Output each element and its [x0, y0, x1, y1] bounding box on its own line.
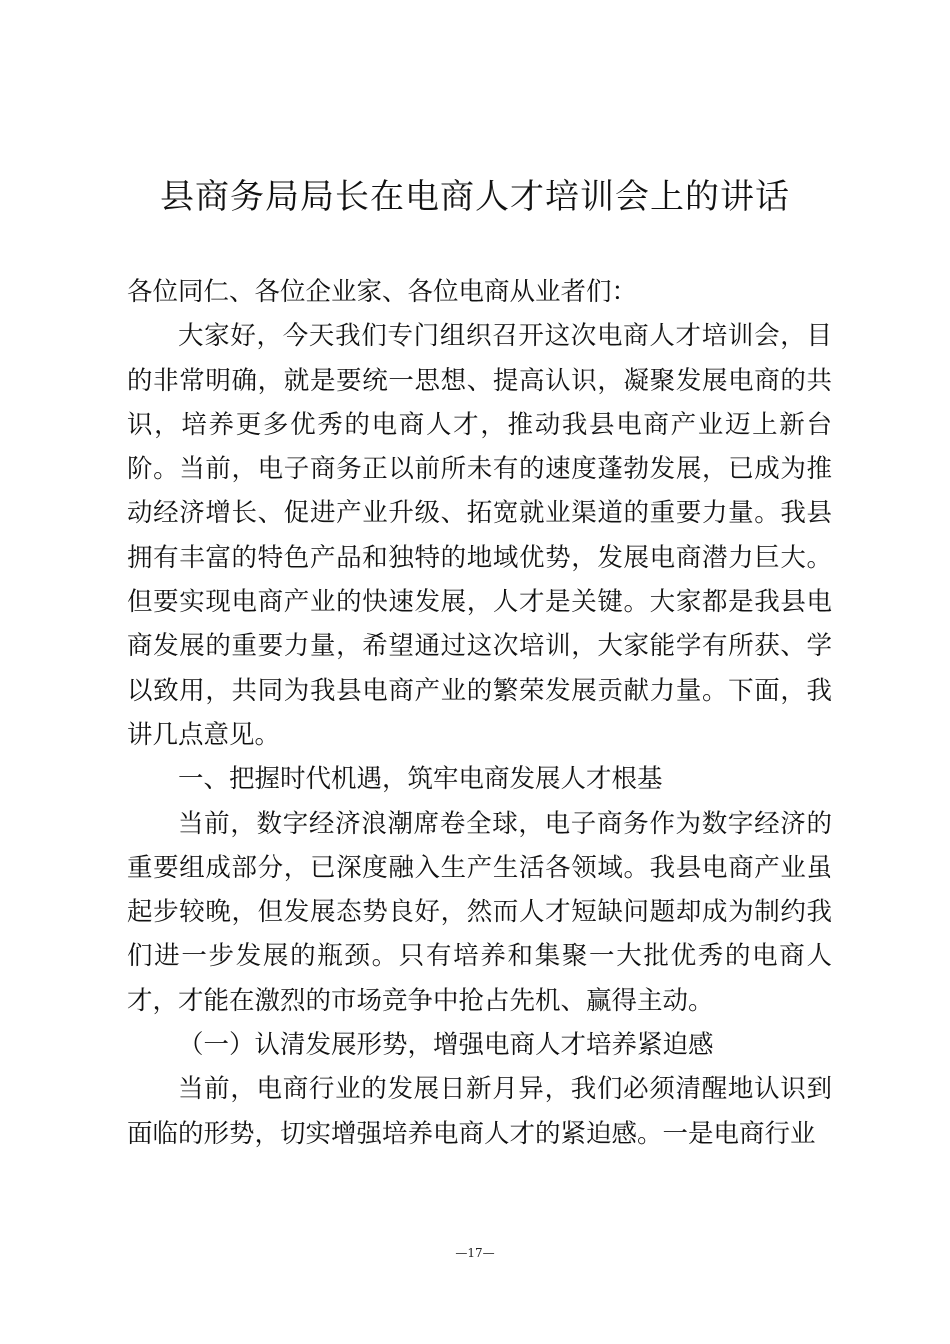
intro-paragraph: 大家好，今天我们专门组织召开这次电商人才培训会，目的非常明确，就是要统一思想、提高认识，凝聚发展电商的共识，培养更多优秀的电商人才，推动我县电商产业迈上新台阶。当前，电子商务正以前所未有的速度蓬勃发展，已成为推动经济增长、促进产业升级、拓宽就业渠道的重要力量。我县拥有丰富的特色产品和独特的地域优势，发展电商潜力巨大。但要实现电商产业的快速发展，人才是关键。大家都是我县电商发展的重要力量，希望通过这次培训，大家能学有所获、学以致用，共同为我县电商产业的繁荣发展贡献力量。下面，我讲几点意见。 — [127, 321, 832, 750]
subsection-paragraph: 当前，电商行业的发展日新月异，我们必须清醒地认识到面临的形势，切实增强培养电商人才的紧迫感。一是电商行业 — [127, 1074, 832, 1149]
salutation: 各位同仁、各位企业家、各位电商从业者们： — [127, 277, 638, 307]
page-number: —17— — [455, 1246, 495, 1260]
section-paragraph: 当前，数字经济浪潮席卷全球，电子商务作为数字经济的重要组成部分，已深度融入生产生活各领域。我县电商产业虽起步较晚，但发展态势良好，然而人才短缺问题却成为制约我们进一步发展的瓶颈。只有培养和集聚一大批优秀的电商人才，才能在激烈的市场竞争中抢占先机、赢得主动。 — [127, 808, 832, 1016]
document-title: 县商务局局长在电商人才培训会上的讲话 — [160, 177, 790, 217]
subsection-heading: （一）认清发展形势，增强电商人才培养紧迫感 — [178, 1030, 714, 1061]
section-heading: 一、把握时代机遇，筑牢电商发展人才根基 — [178, 764, 663, 795]
document-body — [127, 270, 832, 1156]
